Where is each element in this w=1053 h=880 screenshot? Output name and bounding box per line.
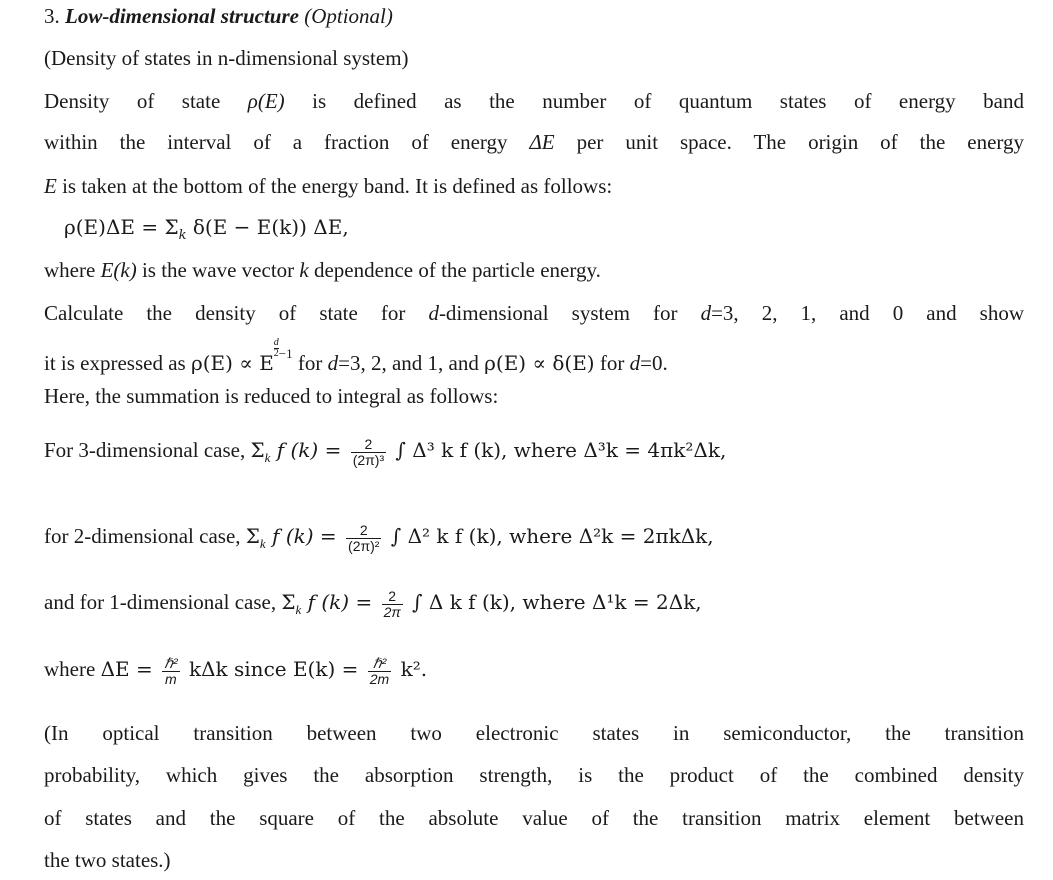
note-line-1: (In optical transition between two electronic states in semiconductor, the transition <box>44 721 1024 745</box>
delta-e-symbol: ΔE <box>529 130 555 154</box>
definition-equation <box>64 213 349 250</box>
text: for <box>594 351 630 375</box>
expressed-line <box>44 337 668 377</box>
case-1d <box>44 588 702 624</box>
integral-expression: ∫ Δ k f (k), where <box>405 590 592 614</box>
section-number: 3. <box>44 4 65 28</box>
sum-subscript: k <box>178 228 187 243</box>
sum-symbol: Σ <box>250 438 265 462</box>
text: Calculate the density of state for <box>44 301 429 325</box>
intro-text: within the interval of a fraction of energy <box>44 130 530 154</box>
sum-subscript: k <box>295 602 302 618</box>
text: For 3-dimensional case, <box>44 438 251 462</box>
fk: f (k) = <box>265 524 344 548</box>
d-symbol: d <box>428 301 439 325</box>
intro-line-3 <box>44 172 612 200</box>
fk: f (k) = <box>301 590 379 614</box>
text: =3, 2, 1, and 0 and show <box>711 301 1025 325</box>
fraction-denominator: m <box>165 670 177 687</box>
since-expression: kΔk since E(k) = <box>182 657 365 681</box>
section-heading <box>44 2 393 30</box>
text: =0. <box>640 351 668 375</box>
fraction-numerator: ℏ² <box>164 654 178 671</box>
d-symbol: d <box>327 351 339 375</box>
fraction <box>382 589 403 620</box>
text: dependence of the particle energy. <box>308 258 601 282</box>
fraction-numerator: ℏ² <box>368 656 391 672</box>
text: and for 1-dimensional case, <box>44 590 282 614</box>
proportional-expression: ρ(E) ∝ E <box>190 351 274 375</box>
k-squared: k². <box>394 657 428 681</box>
exp-num: d <box>273 337 279 348</box>
note-line-2: probability, which gives the absorption strength, is the product of the combined density <box>44 763 1024 787</box>
sum-symbol: Σ <box>281 590 296 614</box>
text: -dimensional system for <box>438 301 701 325</box>
case-3d <box>44 436 726 472</box>
intro-line-2 <box>44 128 1024 156</box>
note-line-4: the two states.) <box>44 848 171 872</box>
summation-line: Here, the summation is reduced to integral as follows: <box>44 384 499 408</box>
volume-relation: Δ³k = 4πk²Δk, <box>583 438 727 462</box>
delta-e-lhs: ΔE = <box>100 657 160 681</box>
case-2d <box>44 522 714 558</box>
sum-subscript: k <box>259 536 266 552</box>
fraction-numerator: 2 <box>351 437 386 453</box>
where-delta-e-line <box>44 655 427 687</box>
delta-expression: ρ(E) ∝ δ(E) <box>484 351 595 375</box>
text: for <box>292 351 328 375</box>
definition-lhs: ρ(E)ΔE = Σ <box>64 215 179 239</box>
section-optional: (Optional) <box>298 4 393 28</box>
note-line-3: of states and the square of the absolute value of the transition matrix element between <box>44 806 1024 830</box>
intro-text: is taken at the bottom of the energy band. It is defined as follows: <box>56 174 613 198</box>
exp-den: 2 <box>273 348 279 359</box>
fraction-denominator: 2π <box>383 603 401 620</box>
fraction <box>368 656 391 687</box>
k-symbol: k <box>299 258 309 282</box>
text: where <box>44 657 101 681</box>
intro-line-1 <box>44 87 1024 115</box>
definition-rhs: δ(E − E(k)) ΔE, <box>186 215 349 239</box>
subtitle: (Density of states in n-dimensional system) <box>44 46 409 70</box>
fraction <box>351 437 386 468</box>
calculate-line <box>44 299 1024 327</box>
intro-text: Density of state <box>44 89 248 113</box>
where-ek-line <box>44 256 601 284</box>
fraction <box>346 523 381 554</box>
text: =3, 2, and 1, and <box>338 351 485 375</box>
integral-expression: ∫ Δ³ k f (k), where <box>389 438 584 462</box>
fk: f (k) = <box>270 438 348 462</box>
text: for 2-dimensional case, <box>44 524 246 548</box>
section-title: Low-dimensional structure <box>65 4 299 28</box>
intro-text: per unit space. The origin of the energy <box>554 130 1024 154</box>
d-symbol: d <box>629 351 641 375</box>
sum-subscript: k <box>264 450 271 466</box>
fraction-denominator: (2π)² <box>348 537 380 554</box>
text: it is expressed as <box>44 351 191 375</box>
d-symbol: d <box>700 301 712 325</box>
text: where <box>44 258 101 282</box>
ek-symbol: E(k) <box>100 258 137 282</box>
integral-expression: ∫ Δ² k f (k), where <box>384 524 579 548</box>
area-relation: Δ²k = 2πkΔk, <box>578 524 714 548</box>
fraction <box>162 656 180 687</box>
text: is the wave vector <box>136 258 300 282</box>
exp-tail: −1 <box>278 346 293 361</box>
intro-text: is defined as the number of quantum states of energy band <box>284 89 1024 113</box>
e-symbol: E <box>44 174 57 198</box>
sum-symbol: Σ <box>245 524 260 548</box>
length-relation: Δ¹k = 2Δk, <box>591 590 702 614</box>
fraction-denominator: 2m <box>369 670 390 687</box>
fraction-denominator: (2π)³ <box>352 451 385 468</box>
fraction-numerator: 2 <box>382 589 403 605</box>
fraction-numerator: 2 <box>346 523 381 539</box>
rho-symbol: ρ(E) <box>247 89 285 113</box>
